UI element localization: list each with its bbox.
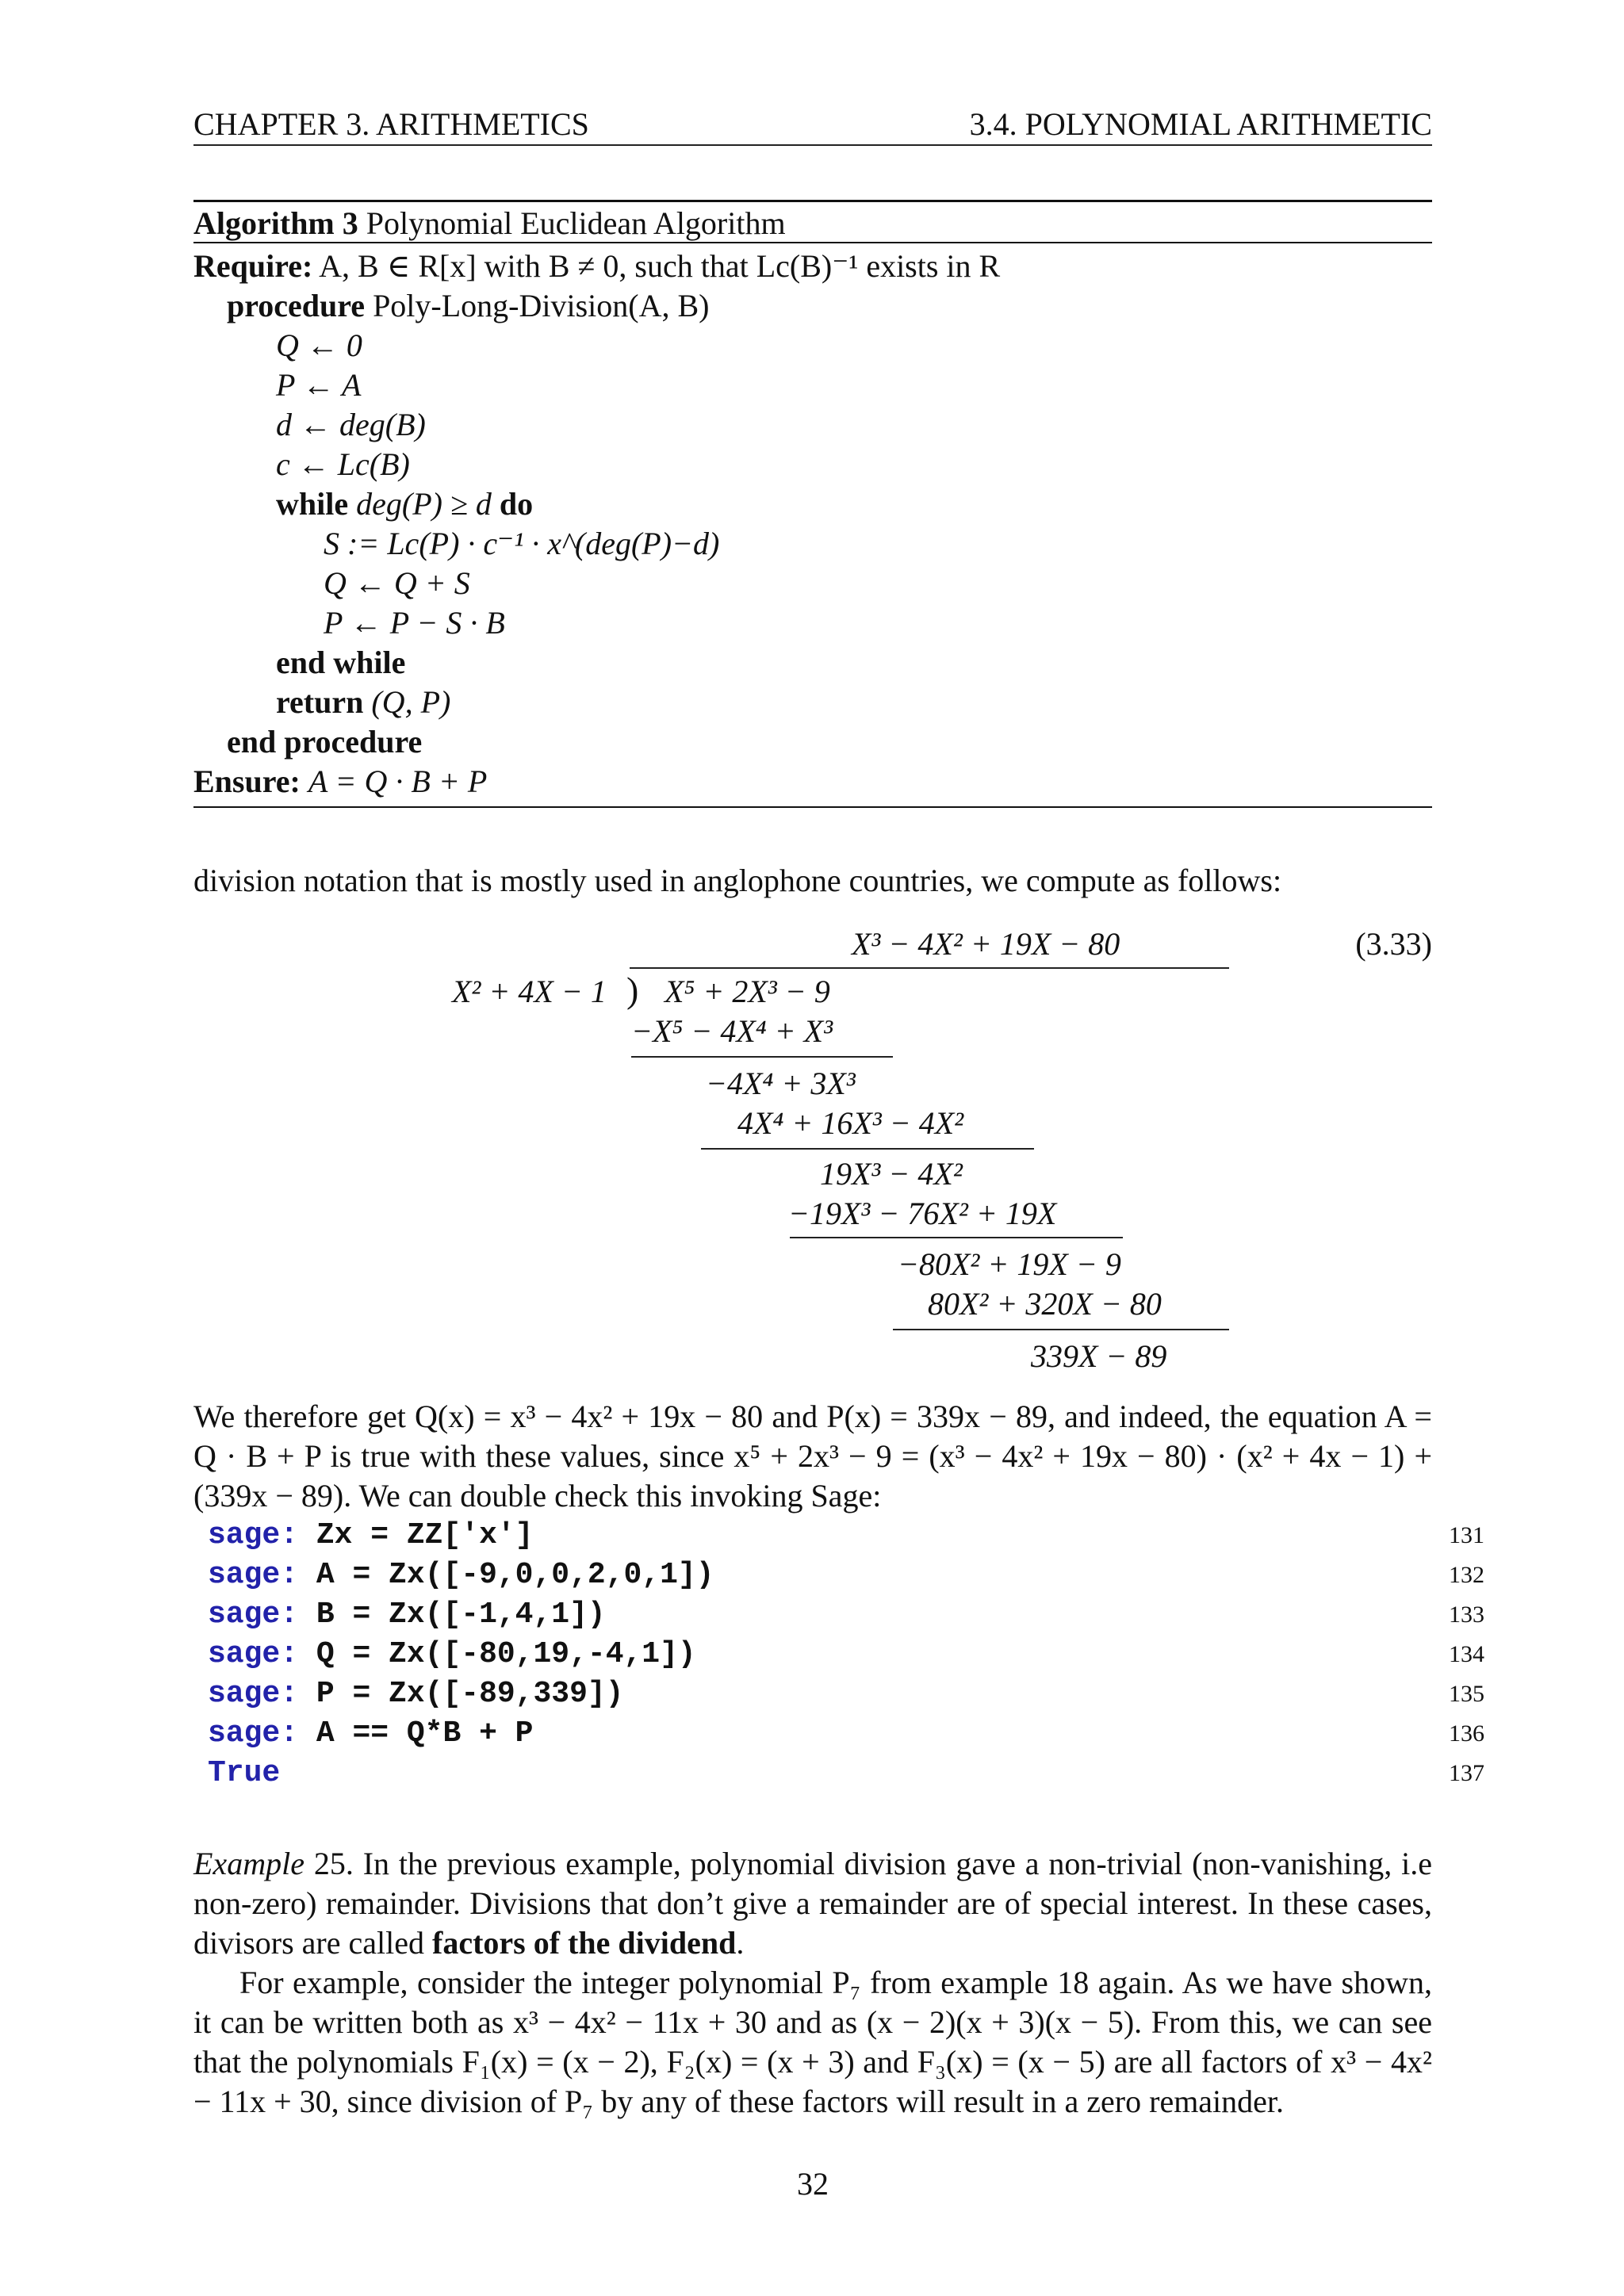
code-command: B = Zx([-1,4,1]) (316, 1598, 606, 1632)
page-number: 32 (797, 2166, 829, 2202)
line-number: 135 (1449, 1681, 1484, 1707)
do-keyword: do (499, 486, 534, 522)
end-procedure-keyword: end procedure (227, 724, 423, 760)
end-while-line (193, 643, 1432, 683)
code-line (193, 1635, 1484, 1674)
sage-output: True (208, 1756, 281, 1790)
while-condition: deg(P) ≥ d (356, 486, 492, 522)
sage-prompt: sage: (208, 1716, 299, 1751)
dividend: X⁵ + 2X³ − 9 (665, 974, 830, 1009)
return-keyword: return (276, 684, 364, 720)
while-keyword: while (276, 486, 349, 522)
step-rule (893, 1329, 1229, 1330)
code-line (193, 1754, 1484, 1793)
algorithm-caption (193, 202, 1432, 243)
line-number: 137 (1449, 1760, 1484, 1786)
end-procedure-line (193, 722, 1432, 762)
code-command: Zx = ZZ['x'] (316, 1518, 534, 1552)
line-number: 133 (1449, 1601, 1484, 1628)
algorithm-body (193, 243, 1432, 806)
divisor: X² + 4X − 1 (452, 974, 607, 1009)
code-command: P = Zx([-89,339]) (316, 1677, 624, 1711)
intro-text: division notation that is mostly used in anglophone countries, we compute as follows: (193, 863, 1282, 898)
algorithm-step: d ← deg(B) (276, 407, 426, 442)
line-number: 136 (1449, 1720, 1484, 1747)
loop-step: P ← P − S · B (324, 605, 505, 641)
example-body: In the previous example, polynomial division gave a non-trivial (non-vanishing, i.e non-zero) remainder. Divisions that don’t give a remainder are of special interest. In these cases, divisors are called (193, 1846, 1433, 1961)
code-line (193, 1516, 1484, 1556)
algorithm-require (193, 247, 1432, 286)
example-number: 25. (313, 1846, 354, 1881)
require-keyword: Require: (193, 248, 313, 284)
code-line (193, 1595, 1484, 1635)
factors-term: factors of the dividend (432, 1925, 737, 1961)
ensure-text: A = Q · B + P (308, 763, 488, 799)
code-command: A == Q*B + P (316, 1716, 534, 1751)
algorithm-step: c ← Lc(B) (276, 446, 410, 482)
return-value: (Q, P) (371, 684, 451, 720)
algorithm-label: Algorithm 3 (193, 205, 358, 241)
procedure-line (193, 286, 1432, 326)
remainder: 339X − 89 (1031, 1338, 1167, 1374)
algorithm-title: Polynomial Euclidean Algorithm (366, 205, 786, 241)
code-command: A = Zx([-9,0,0,2,0,1]) (316, 1558, 714, 1592)
division-step: 19X³ − 4X² (820, 1156, 963, 1192)
division-step: −80X² + 19X − 9 (898, 1246, 1121, 1282)
loop-step: Q ← Q + S (324, 565, 470, 601)
step-rule (790, 1237, 1123, 1238)
sage-prompt: sage: (208, 1677, 299, 1711)
example-label: Example (193, 1846, 304, 1881)
division-step: 4X⁴ + 16X³ − 4X² (737, 1105, 964, 1141)
division-bracket: ) (626, 970, 639, 1010)
while-line (193, 484, 1432, 524)
algorithm-ensure (193, 762, 1432, 802)
section-title: 3.4. POLYNOMIAL ARITHMETIC (969, 106, 1432, 142)
result-paragraph (193, 1397, 1432, 1516)
loop-step: S := Lc(P) · c⁻¹ · x^(deg(P)−d) (324, 526, 720, 561)
division-step: −19X³ − 76X² + 19X (788, 1196, 1057, 1231)
procedure-name: Poly-Long-Division(A, B) (373, 288, 710, 323)
line-number: 132 (1449, 1562, 1484, 1588)
equation-number: (3.33) (1355, 926, 1432, 962)
step-rule (631, 1056, 893, 1058)
example-text (193, 1844, 1432, 1963)
ensure-keyword: Ensure: (193, 763, 301, 799)
code-line (193, 1556, 1484, 1595)
example-paragraph (193, 1844, 1432, 2122)
code-line (193, 1714, 1484, 1754)
algorithm-step: Q ← 0 (276, 327, 362, 363)
division-step: −X⁵ − 4X⁴ + X³ (631, 1013, 833, 1049)
sage-prompt: sage: (208, 1518, 299, 1552)
example-end: . (736, 1925, 745, 1961)
sage-prompt: sage: (208, 1598, 299, 1632)
division-bar (630, 967, 1229, 969)
sage-session (193, 1516, 1484, 1793)
intro-paragraph (193, 861, 1432, 901)
algorithm-box (193, 200, 1432, 808)
line-number: 134 (1449, 1641, 1484, 1667)
algorithm-step: P ← A (276, 367, 362, 403)
running-header (193, 103, 1432, 146)
end-while-keyword: end while (276, 645, 406, 680)
result-text: We therefore get Q(x) = x³ − 4x² + 19x − 80 and P(x) = 339x − 89, and indeed, the equation A = Q · B + P is true with these values, since x⁵ + 2x³ − 9 = (x³ − 4x² + 19x − 80) · (x² + 4x − 1) + (339x − 89). We can double check this invoking Sage: (193, 1399, 1432, 1513)
division-step: −4X⁴ + 3X³ (706, 1066, 856, 1101)
chapter-title: CHAPTER 3. ARITHMETICS (193, 106, 589, 142)
code-command: Q = Zx([-80,19,-4,1]) (316, 1637, 696, 1671)
sage-prompt: sage: (208, 1558, 299, 1592)
final-paragraph: For example, consider the integer polynomial P₇ from example 18 again. As we have shown, it can be written both as x³ − 4x² − 11x + 30 and as (x − 2)(x + 3)(x − 5). From this, we can see that the polynomials F₁(x) = (x − 2), F₂(x) = (x + 3) and F₃(x) = (x − 5) are all factors of x³ − 4x² − 11x + 30, since division of P₇ by any of these factors will result in a zero remainder. (193, 1965, 1432, 2119)
return-line (193, 683, 1432, 722)
step-rule (701, 1148, 1034, 1150)
quotient: X³ − 4X² + 19X − 80 (852, 926, 1120, 962)
long-division (193, 924, 1432, 1471)
sage-prompt: sage: (208, 1637, 299, 1671)
code-line (193, 1674, 1484, 1714)
require-text: A, B ∈ R[x] with B ≠ 0, such that Lc(B)⁻¹ exists in R (319, 248, 1001, 284)
line-number: 131 (1449, 1522, 1484, 1548)
procedure-keyword: procedure (227, 288, 366, 323)
division-step: 80X² + 320X − 80 (928, 1286, 1162, 1322)
